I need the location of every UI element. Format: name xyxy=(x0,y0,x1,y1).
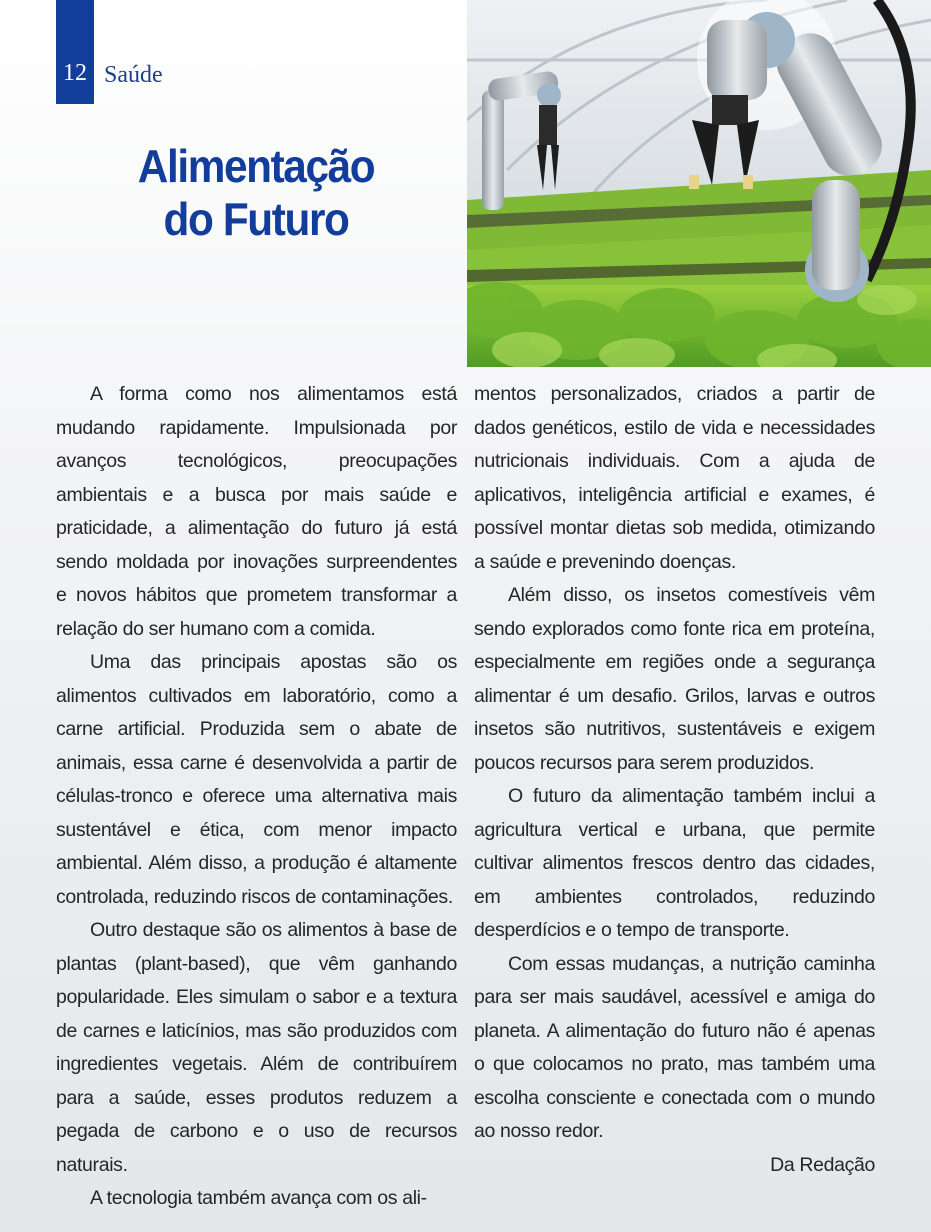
article-title xyxy=(72,140,440,246)
article-paragraph: Com essas mudanças, a nutrição caminha para ser mais saudável, acessível e amiga do planeta. A alimentação do futuro não é apenas o que colocamos no prato, mas também uma escolha consciente e conectada com o mundo ao nosso redor. xyxy=(474,952,875,1142)
article-paragraph: mentos personalizados, criados a partir de dados genéticos, estilo de vida e necessidades nutricionais individuais. Com a ajuda de aplicativos, inteligência artificial e exames, é possível montar dietas sob medida, otimizando a saúde e prevenindo doenças. xyxy=(474,383,875,573)
page-number: 12 xyxy=(63,60,87,86)
article-column-left xyxy=(56,378,457,1216)
section-name: Saúde xyxy=(104,62,163,88)
page-number-tab xyxy=(56,0,94,104)
article-paragraph: O futuro da alimentação também inclui a agricultura vertical e urbana, que permite cultivar alimentos frescos dentro das cidades, em ambientes controlados, reduzindo desperdícios e o tempo de transporte. xyxy=(474,785,875,941)
title-line-2: do Futuro xyxy=(163,193,349,245)
article-paragraph: A forma como nos alimentamos está mudando rapidamente. Impulsionada por avanços tecnológicos, preocupações ambientais e a busca por mais saúde e praticidade, a alimentação do futuro já está sendo moldada por inovações surpreendentes e novos hábitos que prometem transformar a relação do ser humano com a comida. xyxy=(56,383,457,640)
article-paragraph: Outro destaque são os alimentos à base de plantas (plant-based), que vêm ganhando popularidade. Eles simulam o sabor e a textura de carnes e laticínios, mas são produzidos com ingredientes vegetais. Além de contribuírem para a saúde, esses produtos reduzem a pegada de carbono e o uso de recursos naturais. xyxy=(56,919,457,1176)
article-paragraph: Uma das principais apostas são os alimentos cultivados em laboratório, como a carne artificial. Produzida sem o abate de animais, essa carne é desenvolvida a partir de células-tronco e oferece uma alternativa mais sustentável e ética, com menor impacto ambiental. Além disso, a produção é altamente controlada, reduzindo riscos de contaminações. xyxy=(56,651,457,908)
article-paragraph: Além disso, os insetos comestíveis vêm sendo explorados como fonte rica em proteína, especialmente em regiões onde a segurança alimentar é um desafio. Grilos, larvas e outros insetos são nutritivos, sustentáveis e exigem poucos recursos para serem produzidos. xyxy=(474,584,875,774)
title-line-1: Alimentação xyxy=(137,140,375,192)
article-column-right xyxy=(474,378,875,1182)
article-paragraph: A tecnologia também avança com os ali- xyxy=(90,1187,427,1209)
article-signature: Da Redação xyxy=(770,1153,875,1176)
robot-arm-greenhouse-photo xyxy=(467,0,931,367)
